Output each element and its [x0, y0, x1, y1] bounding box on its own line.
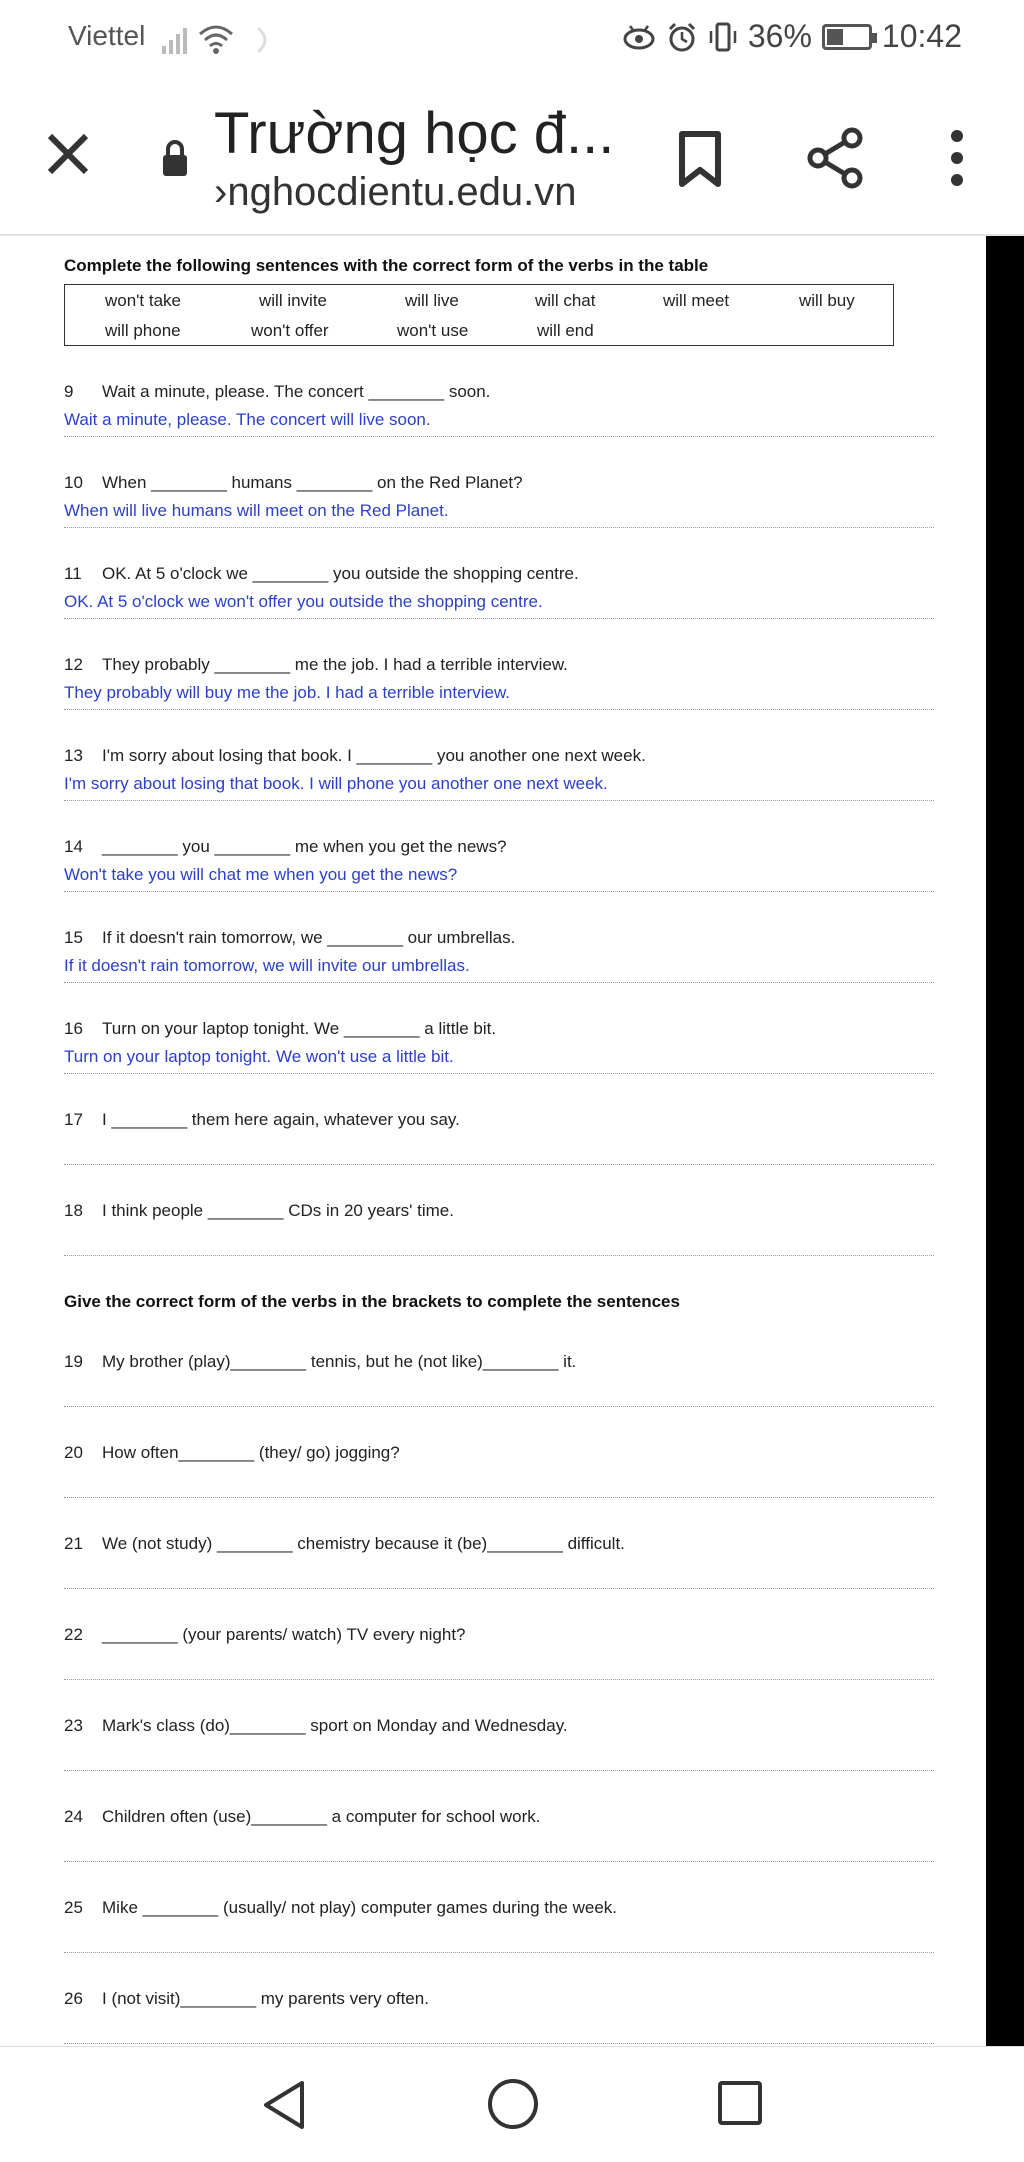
- question-item: [64, 837, 934, 892]
- verb-cell: will end: [537, 321, 594, 340]
- clock-time: 10:42: [881, 18, 962, 54]
- question-text: 14 ________ you ________ me when you get the news?: [64, 837, 507, 856]
- question-text: 25 Mike ________ (usually/ not play) computer games during the week.: [64, 1898, 618, 1917]
- verb-cell: will invite: [259, 291, 328, 310]
- question-item: [64, 1019, 934, 1074]
- answer-text: [64, 2017, 934, 2037]
- verb-cell: won't take: [105, 291, 182, 310]
- question-text: 13 I'm sorry about losing that book. I ________ you another one next week.: [64, 746, 646, 765]
- answer-text: [64, 1835, 934, 1855]
- answer-text: I'm sorry about losing that book. I will phone you another one next week.: [64, 774, 608, 793]
- answer-line: [64, 2043, 934, 2044]
- answer-line: [64, 1952, 934, 1953]
- verb-table: [64, 284, 894, 346]
- question-text: 12 They probably ________ me the job. I had a terrible interview.: [64, 655, 568, 674]
- question-item: [64, 1989, 934, 2044]
- answer-line: [64, 1497, 934, 1498]
- verb-cell: will phone: [105, 321, 181, 340]
- answer-text: When will live humans will meet on the Red Planet.: [64, 501, 449, 520]
- question-item: [64, 1352, 934, 1407]
- answer-line: [64, 891, 934, 892]
- question-item: [64, 1443, 934, 1498]
- bookmark-icon[interactable]: [676, 130, 724, 188]
- question-text: 16 Turn on your laptop tonight. We ________ a little bit.: [64, 1019, 497, 1038]
- answer-text: OK. At 5 o'clock we won't offer you outside the shopping centre.: [64, 592, 543, 611]
- answer-text: Turn on your laptop tonight. We won't use a little bit.: [64, 1047, 454, 1066]
- question-text: 15 If it doesn't rain tomorrow, we ________ our umbrellas.: [64, 928, 516, 947]
- battery-percent: 36%: [747, 18, 812, 54]
- question-item: [64, 1625, 934, 1680]
- question-text: 26 I (not visit)________ my parents very often.: [64, 1989, 429, 2008]
- question-item: [64, 1534, 934, 1589]
- answer-line: [64, 709, 934, 710]
- question-text: 11 OK. At 5 o'clock we ________ you outside the shopping centre.: [64, 564, 579, 583]
- answer-line: [64, 1679, 934, 1680]
- question-text: 20 How often________ (they/ go) jogging?: [64, 1443, 400, 1462]
- page-edge: [986, 236, 1024, 2046]
- verb-cell: will chat: [535, 291, 596, 310]
- home-icon[interactable]: [486, 2077, 540, 2131]
- question-text: 18 I think people ________ CDs in 20 years' time.: [64, 1201, 454, 1220]
- answer-line: [64, 1255, 934, 1256]
- verb-cell: will meet: [663, 291, 730, 310]
- question-text: 24 Children often (use)________ a computer for school work.: [64, 1807, 541, 1826]
- question-item: [64, 1110, 934, 1165]
- answer-line: [64, 1073, 934, 1074]
- answer-text: Won't take you will chat me when you get the news?: [64, 865, 458, 884]
- answer-line: [64, 618, 934, 619]
- carrier-label: Viettel: [68, 20, 146, 51]
- answer-text: [64, 1562, 934, 1582]
- signal-wifi-icon: [160, 22, 280, 56]
- answer-text: [64, 1138, 934, 1158]
- page-content: [0, 236, 986, 2046]
- answer-line: [64, 436, 934, 437]
- answer-line: [64, 1770, 934, 1771]
- question-text: 10 When ________ humans ________ on the Red Planet?: [64, 473, 523, 492]
- answer-text: [64, 1926, 934, 1946]
- question-item: [64, 473, 934, 528]
- answer-text: [64, 1380, 934, 1400]
- question-text: 9 Wait a minute, please. The concert ________ soon.: [64, 382, 491, 401]
- battery-fill: [827, 29, 843, 45]
- alarm-icon: [666, 21, 698, 53]
- answer-line: [64, 800, 934, 801]
- verb-cell: will live: [405, 291, 459, 310]
- section-heading-brackets: Give the correct form of the verbs in the brackets to complete the sentences: [64, 1292, 680, 1311]
- section-heading-verbs-table: Complete the following sentences with the correct form of the verbs in the table: [64, 256, 709, 275]
- status-bar: [0, 0, 1024, 78]
- verb-cell: won't use: [397, 321, 469, 340]
- answer-text: [64, 1471, 934, 1491]
- question-item: [64, 564, 934, 619]
- answer-line: [64, 1164, 934, 1165]
- answer-text: If it doesn't rain tomorrow, we will invite our umbrellas.: [64, 956, 470, 975]
- answer-text: [64, 1744, 934, 1764]
- question-text: 21 We (not study) ________ chemistry because it (be)________ difficult.: [64, 1534, 625, 1553]
- question-item: [64, 382, 934, 437]
- verb-cell: won't offer: [251, 321, 329, 340]
- share-icon[interactable]: [806, 126, 866, 190]
- answer-line: [64, 1861, 934, 1862]
- question-item: [64, 1201, 934, 1256]
- question-text: 22 ________ (your parents/ watch) TV every night?: [64, 1625, 466, 1644]
- question-item: [64, 928, 934, 983]
- question-text: 19 My brother (play)________ tennis, but he (not like)________ it.: [64, 1352, 577, 1371]
- browser-toolbar: [0, 78, 1024, 236]
- recent-apps-icon[interactable]: [716, 2079, 764, 2127]
- lock-icon: [160, 138, 190, 178]
- answer-text: [64, 1229, 934, 1249]
- vibrate-icon: [708, 21, 738, 53]
- question-text: 17 I ________ them here again, whatever you say.: [64, 1110, 460, 1129]
- more-options-icon[interactable]: [940, 128, 974, 188]
- question-item: [64, 1807, 934, 1862]
- question-item: [64, 655, 934, 710]
- battery-icon: [822, 24, 872, 50]
- status-right: [622, 18, 962, 55]
- answer-text: They probably will buy me the job. I had a terrible interview.: [64, 683, 511, 702]
- answer-text: Wait a minute, please. The concert will live soon.: [64, 410, 431, 429]
- answer-line: [64, 1406, 934, 1407]
- question-item: [64, 1898, 934, 1953]
- close-tab-button[interactable]: [38, 124, 98, 184]
- eye-comfort-icon: [622, 22, 656, 52]
- question-item: [64, 746, 934, 801]
- answer-line: [64, 982, 934, 983]
- page-title[interactable]: Trường học đ...: [214, 101, 615, 166]
- answer-line: [64, 1588, 934, 1589]
- back-icon[interactable]: [258, 2077, 310, 2133]
- verb-cell: will buy: [799, 291, 855, 310]
- answer-line: [64, 527, 934, 528]
- answer-text: [64, 1653, 934, 1673]
- page-url[interactable]: ›nghocdientu.edu.vn: [214, 170, 577, 214]
- question-item: [64, 1716, 934, 1771]
- question-text: 23 Mark's class (do)________ sport on Monday and Wednesday.: [64, 1716, 568, 1735]
- system-nav-bar: [0, 2046, 1024, 2162]
- close-icon: [44, 130, 92, 178]
